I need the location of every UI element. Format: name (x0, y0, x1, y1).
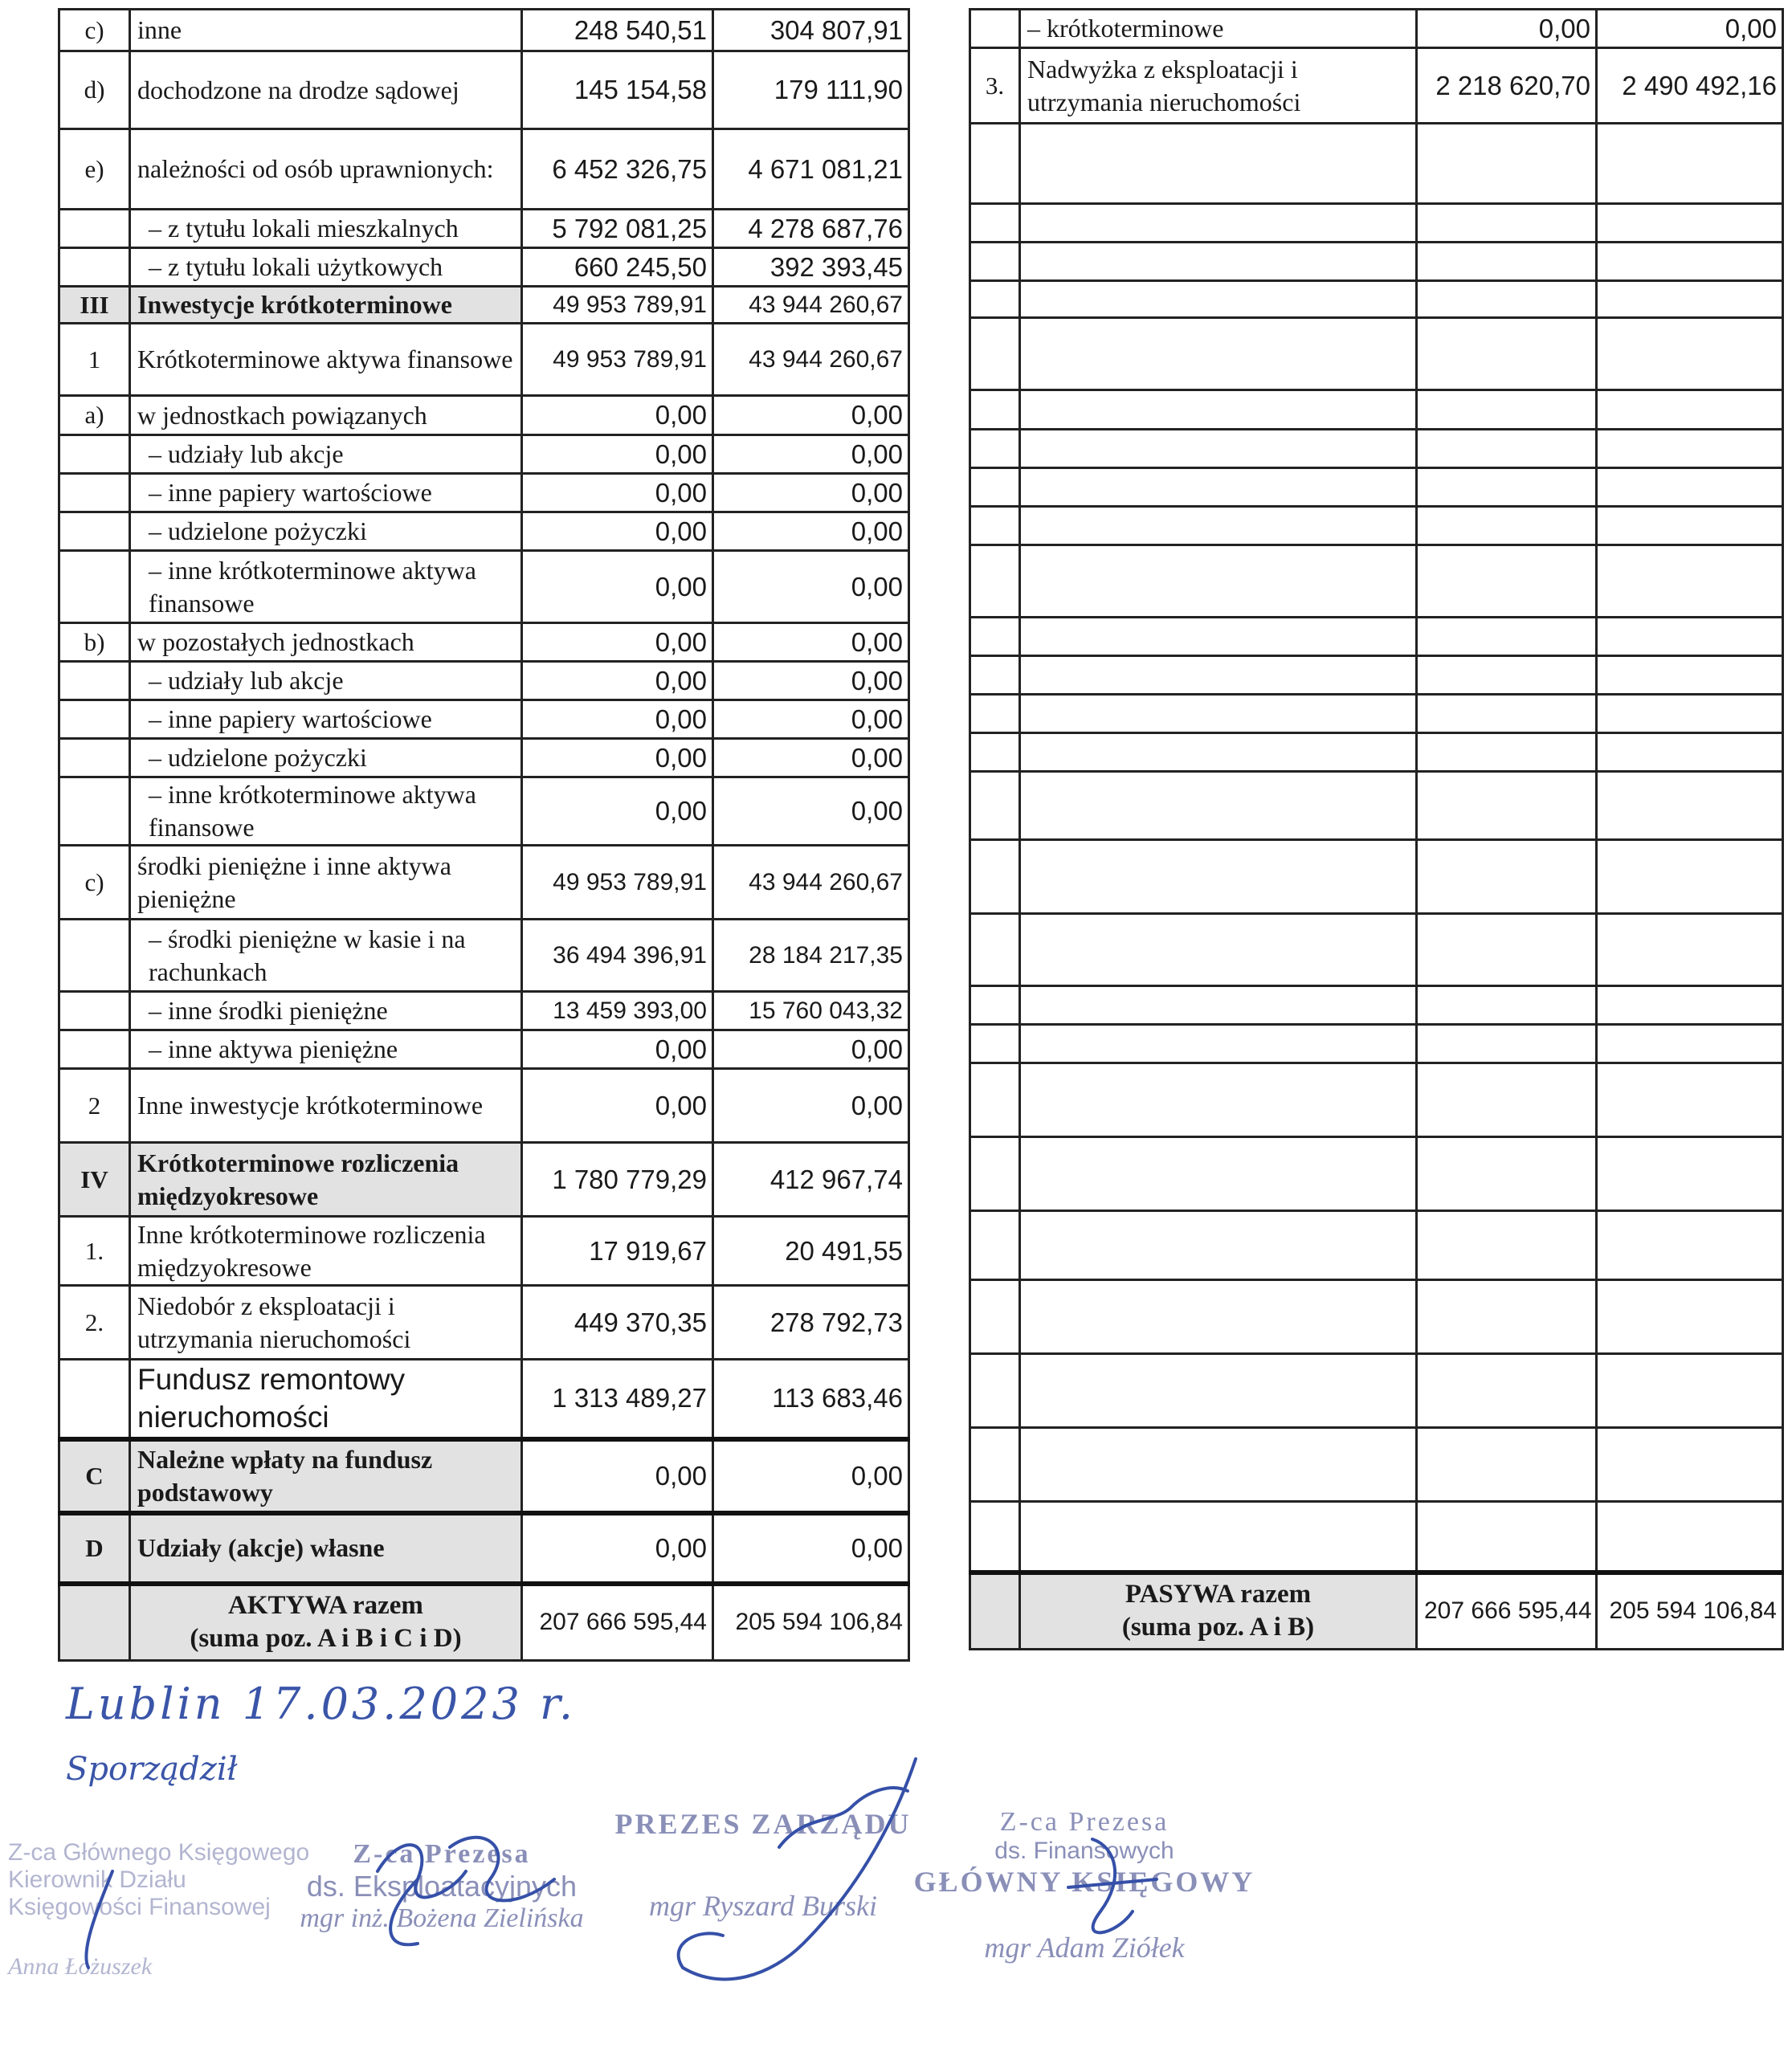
place-date: Lublin 17.03.2023 r. (66, 1679, 577, 1729)
table-row: – krótkoterminowe 0,00 0,00 (970, 10, 1783, 48)
assets-total-v2: 205 594 106,84 (713, 1584, 909, 1661)
table-row: c) środki pieniężne i inne aktywa pieniężne 49 953 789,91 43 944 260,67 (59, 846, 909, 920)
table-row: IV Krótkoterminowe rozliczenia międzyokresowe 1 780 779,29 412 967,74 (59, 1143, 909, 1217)
table-row: Fundusz remontowy nieruchomości 1 313 489,27 113 683,46 (59, 1360, 909, 1439)
table-row: – inne papiery wartościowe 0,00 0,00 (59, 474, 909, 512)
table-row: – udziały lub akcje 0,00 0,00 (59, 662, 909, 700)
assets-total-v1: 207 666 595,44 (522, 1584, 713, 1661)
assets-total-row (59, 1584, 909, 1661)
liabilities-total-v2: 205 594 106,84 (1597, 1573, 1783, 1650)
table-row: D Udziały (akcje) własne 0,00 0,00 (59, 1513, 909, 1584)
liabilities-total-v1: 207 666 595,44 (1417, 1573, 1597, 1650)
table-row: 3. Nadwyżka z eksploatacji i utrzymania nieruchomości 2 218 620,70 2 490 492,16 (970, 48, 1783, 124)
table-row: a) w jednostkach powiązanych 0,00 0,00 (59, 396, 909, 435)
stamp-president: PREZES ZARZĄDU mgr Ryszard Burski (614, 1808, 912, 1922)
table-row: – udzielone pożyczki 0,00 0,00 (59, 739, 909, 777)
table-row: 2 Inne inwestycje krótkoterminowe 0,00 0,00 (59, 1069, 909, 1143)
stamp-finance-deputy: Z-ca Prezesa ds. Finansowych GŁÓWNY KSIĘGOWY mgr Adam Ziółek (913, 1807, 1255, 1964)
table-row: d) dochodzone na drodze sądowej 145 154,58 179 111,90 (59, 51, 909, 129)
table-row: e) należności od osób uprawnionych: 6 452 326,75 4 671 081,21 (59, 129, 909, 210)
table-row: – inne aktywa pieniężne 0,00 0,00 (59, 1030, 909, 1069)
liabilities-total-row (970, 1573, 1783, 1650)
table-row: C Należne wpłaty na fundusz podstawowy 0,00 0,00 (59, 1439, 909, 1513)
table-row: 2. Niedobór z eksploatacji i utrzymania nieruchomości 449 370,35 278 792,73 (59, 1286, 909, 1360)
table-row: – inne papiery wartościowe 0,00 0,00 (59, 700, 909, 739)
assets-table (58, 8, 910, 1662)
table-row: – z tytułu lokali użytkowych 660 245,50 392 393,45 (59, 248, 909, 287)
table-row: III Inwestycje krótkoterminowe 49 953 789,91 43 944 260,67 (59, 287, 909, 324)
prepared-by: Sporządził (66, 1751, 238, 1788)
table-row: c) inne 248 540,51 304 807,91 (59, 10, 909, 51)
table-row: – udziały lub akcje 0,00 0,00 (59, 435, 909, 474)
table-row: – inne krótkoterminowe aktywa finansowe 0,00 0,00 (59, 777, 909, 846)
table-row: 1 Krótkoterminowe aktywa finansowe 49 953 789,91 43 944 260,67 (59, 324, 909, 396)
table-row: b) w pozostałych jednostkach 0,00 0,00 (59, 623, 909, 662)
table-row: 1. Inne krótkoterminowe rozliczenia międzyokresowe 17 919,67 20 491,55 (59, 1217, 909, 1286)
table-row: – inne krótkoterminowe aktywa finansowe 0,00 0,00 (59, 551, 909, 623)
liabilities-total-label: PASYWA razem (1125, 1580, 1312, 1609)
stamp-chief-deputy: Z-ca Głównego Księgowego Kierownik Działu Księgowości Finansowej Anna Łożuszek (8, 1839, 310, 1980)
assets-total-sublabel: (suma poz. A i B i C i D) (190, 1624, 462, 1654)
table-row: – udzielone pożyczki 0,00 0,00 (59, 512, 909, 551)
table-row: – inne środki pieniężne 13 459 393,00 15 760 043,32 (59, 992, 909, 1030)
liabilities-total-sublabel: (suma poz. A i B) (1121, 1613, 1315, 1642)
table-row: – środki pieniężne w kasie i na rachunkach 36 494 396,91 28 184 217,35 (59, 920, 909, 992)
liabilities-table (969, 8, 1784, 1650)
assets-total-label: AKTYWA razem (228, 1591, 423, 1621)
stamp-ops-deputy: Z-ca Prezesa ds. Eksploatacyjnych mgr inż. Bożena Zielińska (300, 1839, 584, 1933)
table-row: – z tytułu lokali mieszkalnych 5 792 081,25 4 278 687,76 (59, 210, 909, 248)
